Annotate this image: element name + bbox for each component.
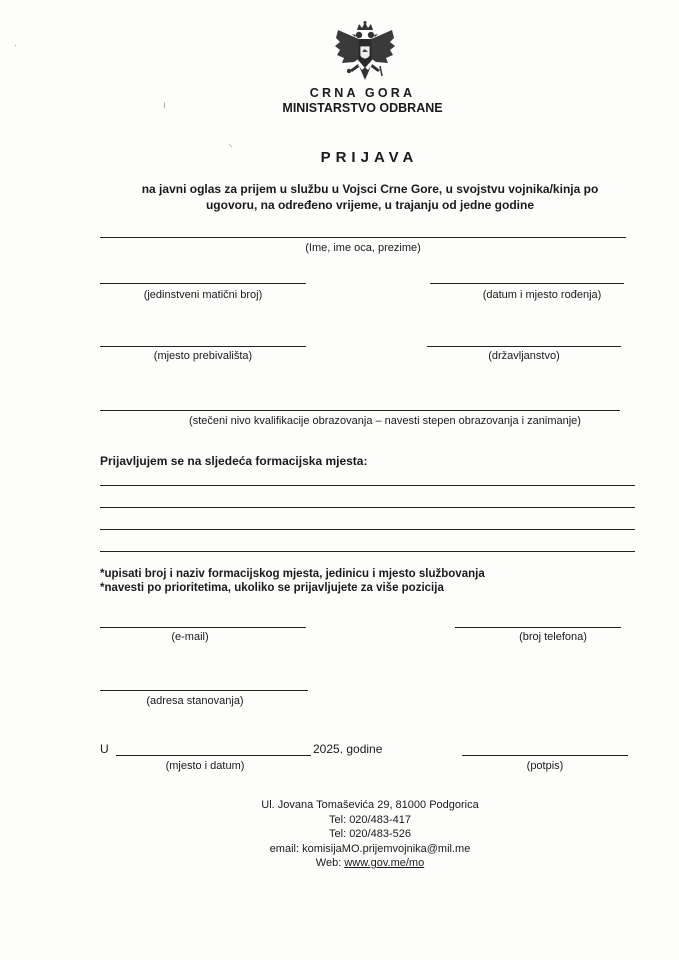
position-line-4[interactable] xyxy=(100,551,635,552)
citizenship-label: (državljanstvo) xyxy=(488,350,560,362)
footer-tel-1: Tel: 020/483-417 xyxy=(329,813,411,826)
full-name-field[interactable] xyxy=(100,237,626,238)
place-date-label: (mjesto i datum) xyxy=(165,760,245,772)
residence-field[interactable] xyxy=(100,346,306,347)
birth-field[interactable] xyxy=(430,283,624,284)
note-2: *navesti po prioritetima, ukoliko se prijavljujete za više pozicija xyxy=(100,582,444,594)
position-line-3[interactable] xyxy=(100,529,635,530)
position-line-2[interactable] xyxy=(100,507,635,508)
notes xyxy=(100,567,485,595)
phone-label: (broj telefona) xyxy=(519,631,587,643)
ministry-name: MINISTARSTVO ODBRANE xyxy=(282,101,443,115)
scan-speck: · xyxy=(14,40,18,51)
place-prefix: U xyxy=(100,742,109,756)
full-name-label: (Ime, ime oca, prezime) xyxy=(305,242,421,254)
id-number-label: (jedinstveni matični broj) xyxy=(143,289,263,301)
citizenship-field[interactable] xyxy=(427,346,621,347)
scan-speck: ı xyxy=(163,100,166,111)
birth-label: (datum i mjesto rođenja) xyxy=(482,289,602,301)
footer-web-label: Web: xyxy=(315,857,342,869)
email-label: (e-mail) xyxy=(171,631,209,643)
footer-email: email: komisijaMO.prijemvojnika@mil.me xyxy=(269,842,471,855)
coat-of-arms-icon xyxy=(330,20,400,90)
phone-field[interactable] xyxy=(455,627,621,628)
country-name: CRNA GORA xyxy=(309,86,416,100)
subtitle-line-2: ugovoru, na određeno vrijeme, u trajanju od jedne godine xyxy=(205,198,535,212)
footer-web-link[interactable]: www.gov.me/mo xyxy=(344,857,425,869)
id-number-field[interactable] xyxy=(100,283,306,284)
footer-tel-2: Tel: 020/483-526 xyxy=(329,828,411,840)
residence-label: (mjesto prebivališta) xyxy=(153,350,253,362)
footer-contact xyxy=(200,798,540,871)
document-subtitle xyxy=(110,181,630,213)
positions-section-title: Prijavljujem se na sljedeća formacijska mjesta: xyxy=(100,454,368,468)
place-date-field[interactable] xyxy=(116,755,311,756)
year-text: 2025. godine xyxy=(313,742,383,756)
signature-field[interactable] xyxy=(462,755,628,756)
education-label: (stečeni nivo kvalifikacije obrazovanja – navesti stepen obrazovanja i zanimanje) xyxy=(189,415,581,427)
scan-speck: ⸌ xyxy=(228,143,233,154)
address-field[interactable] xyxy=(100,690,308,691)
signature-label: (potpis) xyxy=(526,760,564,772)
footer-web xyxy=(200,856,540,871)
position-line-1[interactable] xyxy=(100,485,635,486)
subtitle-line-1: na javni oglas za prijem u službu u Vojsci Crne Gore, u svojstvu vojnika/kinja po xyxy=(141,182,599,196)
email-field[interactable] xyxy=(100,627,306,628)
education-field[interactable] xyxy=(100,410,620,411)
footer-address: Ul. Jovana Tomaševića 29, 81000 Podgorica xyxy=(261,799,479,811)
address-label: (adresa stanovanja) xyxy=(146,695,244,707)
document-title: PRIJAVA xyxy=(320,149,419,166)
note-1: *upisati broj i naziv formacijskog mjesta, jedinicu i mjesto službovanja xyxy=(100,568,485,580)
